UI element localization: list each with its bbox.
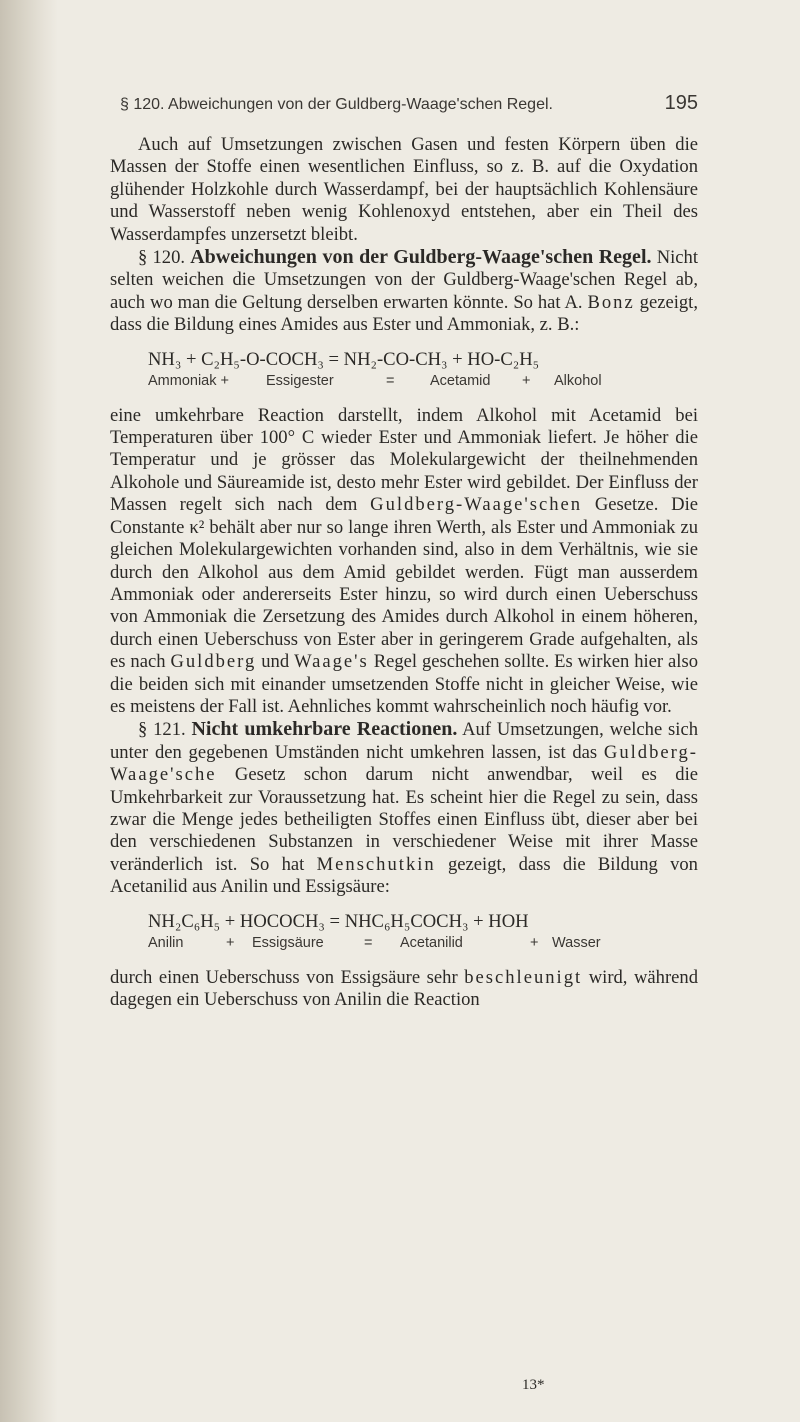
p2-text-b: Gesetze. Die Constante κ² behält aber nur so lange ihren Werth, als Ester und Ammoniak zu gleichen Molekulargewichten vorhanden sind, also in dem Verhältnis, wie sie durch den Alkohol aus dem Amid gebildet werden. Fügt man ausserdem Ammoniak oder andererseits Ester hinzu, so wird durch einen Ueberschuss von Ammoniak die Zersetzung des Amides durch Alkohol in einem höheren, durch einen Ueberschuss von Ester aber in geringerem Grade aufgehalten, als es nach bbox=[110, 494, 698, 673]
name-guldberg-waage-sche: Guldberg-Waage'sche bbox=[110, 741, 698, 786]
section-120-text-b: gezeigt, dass die Bildung eines Amides aus Ester und Ammoniak, z. B.: bbox=[110, 291, 698, 336]
p2-text-d: Regel geschehen sollte. Es wirken hier also die beiden sich mit einander umsetzenden Stoffe nicht in gleicher Weise, wie es meistens der Fall ist. Aehnliches kommt wahrscheinlich noch häufig vor. bbox=[110, 651, 698, 717]
author-bonz: Bonz bbox=[587, 291, 635, 313]
eq2-name-plus2: + bbox=[530, 934, 539, 951]
eq2-name-wasser: Wasser bbox=[552, 934, 601, 951]
eq1-name-equals: = bbox=[386, 372, 395, 389]
p3-text-b: wird, während dagegen ein Ueberschuss von Anilin die Reaction bbox=[110, 966, 698, 1010]
section-121-text-a: Auf Umsetzungen, welche sich unter den gegebenen Umständen nicht umkehren lassen, ist das bbox=[110, 719, 698, 763]
eq2-name-essigsaeure: Essigsäure bbox=[252, 934, 324, 951]
eq1-name-acetamid: Acetamid bbox=[430, 372, 491, 389]
eq2-name-equals: = bbox=[364, 934, 373, 951]
name-guldberg: Guldberg bbox=[170, 651, 257, 673]
equation-amide-names bbox=[148, 371, 698, 391]
book-page bbox=[110, 92, 698, 1412]
equation-acetanilide bbox=[110, 911, 698, 953]
paragraph-intro: Auch auf Umsetzungen zwischen Gasen und festen Körpern üben die Massen der Stoffe einen wesentlichen Einfluss, so z. B. auf die Oxydation glühender Holzkohle durch Wasserdampf, bei der hauptsächlich Kohlensäure und Wasserstoff neben wenig Kohlenoxyd entstehen, aber ein Theil des Wasserdampfes unzersetzt bleibt. bbox=[110, 134, 698, 245]
section-120-paragraph bbox=[110, 246, 698, 337]
running-head bbox=[110, 92, 698, 122]
eq2-name-acetanilid: Acetanilid bbox=[400, 934, 463, 951]
eq2-name-plus1: + bbox=[226, 934, 235, 951]
p2-text-c: und bbox=[261, 651, 290, 673]
running-title: § 120. Abweichungen von der Guldberg-Waage'schen Regel. bbox=[120, 96, 553, 113]
emphasis-beschleunigt: beschleunigt bbox=[464, 966, 583, 988]
section-120-number: § 120. bbox=[138, 247, 186, 269]
name-waage: Waage's bbox=[294, 651, 369, 673]
paragraph-acceleration bbox=[110, 967, 698, 1012]
section-121-text-b: Gesetz schon darum nicht anwendbar, weil es die Umkehrbarkeit zur Voraussetzung hat. Es scheint hier die Regel zu sein, dass zwar die Menge jedes betheiligten Stoffes einen Einfluss übt, dieser aber bei den verschiedenen Substanzen in verschiedener Weise mit ihrer Masse veränderlich ist. So hat bbox=[110, 764, 699, 875]
section-121-text-c: gezeigt, dass die Bildung von Acetanilid aus Anilin und Essigsäure: bbox=[110, 853, 698, 898]
eq1-name-essigester: Essigester bbox=[266, 372, 334, 389]
eq1-name-alkohol: Alkohol bbox=[554, 372, 602, 389]
section-120-title: Abweichungen von der Guldberg-Waage'schen Regel. bbox=[190, 246, 652, 269]
signature-mark: 13* bbox=[522, 1377, 545, 1393]
author-menschutkin: Menschutkin bbox=[316, 853, 436, 875]
book-spine-shadow bbox=[0, 0, 58, 1422]
body-text bbox=[110, 134, 698, 1011]
name-guldberg-waage: Guldberg-Waage'schen bbox=[370, 494, 583, 516]
section-121-title: Nicht umkehrbare Reactionen. bbox=[191, 718, 458, 741]
equation-acetanilide-names bbox=[148, 933, 698, 953]
equation-amide-formula: NH₃ + C₂H₅-O-COCH₃ = NH₂-CO-CH₃ + HO-C₂H₅ bbox=[148, 348, 540, 370]
eq1-name-plus: + bbox=[522, 372, 531, 389]
equation-acetanilide-formula: NH₂C₆H₅ + HOCOCH₃ = NHC₆H₅COCH₃ + HOH bbox=[148, 910, 529, 932]
section-121-number: § 121. bbox=[138, 719, 186, 741]
p3-text-a: durch einen Ueberschuss von Essigsäure sehr bbox=[110, 966, 458, 988]
section-120-text-a: Nicht selten weichen die Umsetzungen von der Guldberg-Waage'schen Regel ab, auch wo man die Geltung derselben erwarten könnte. So hat A. bbox=[110, 247, 699, 313]
paragraph-reversible bbox=[110, 405, 698, 719]
equation-amide bbox=[110, 349, 698, 391]
page-number: 195 bbox=[664, 92, 698, 114]
section-121-paragraph bbox=[110, 718, 698, 898]
p2-text-a: eine umkehrbare Reaction darstellt, indem Alkohol mit Acetamid bei Temperaturen über 100° C wieder Ester und Ammoniak liefert. Je höher die Temperatur und je grösser das Molekulargewicht der theilnehmenden Alkohole und Säureamide ist, desto mehr Ester wird gebildet. Der Einfluss der Massen regelt sich nach dem bbox=[110, 404, 698, 516]
eq1-name-ammoniak: Ammoniak + bbox=[148, 372, 229, 389]
eq2-name-anilin: Anilin bbox=[148, 934, 184, 951]
